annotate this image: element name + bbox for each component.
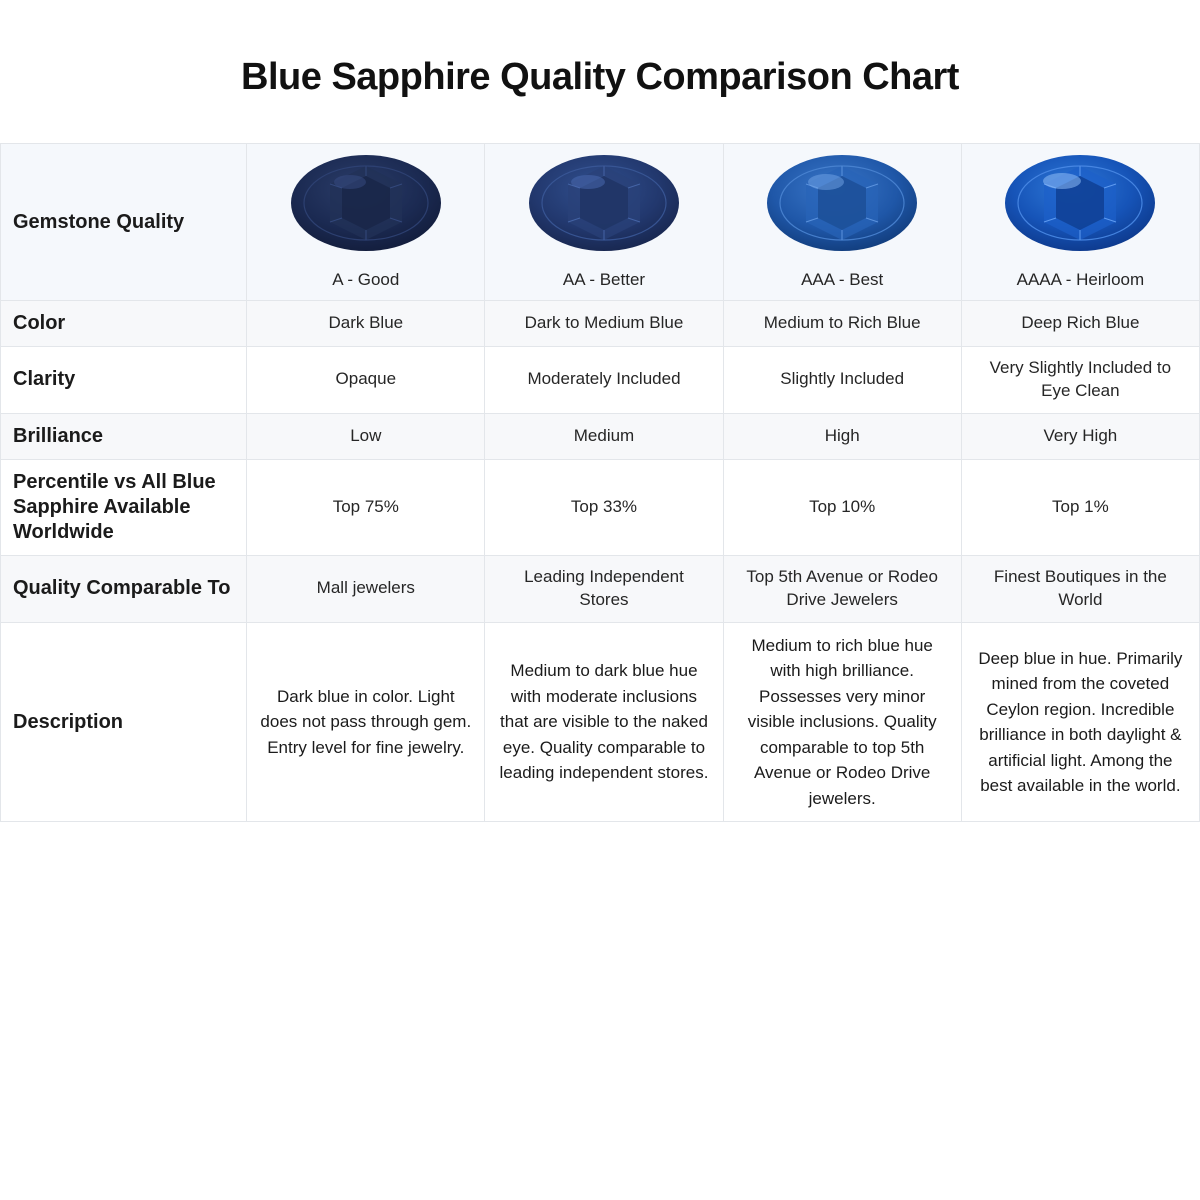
cell-description-aa: Medium to dark blue hue with moderate inclusions that are visible to the naked eye. Quality comparable to leading independent stores.: [485, 622, 723, 822]
column-header-a: A - Good: [332, 270, 400, 289]
cell-comparable-aaa: Top 5th Avenue or Rodeo Drive Jewelers: [723, 555, 961, 622]
cell-description-aaaa: Deep blue in hue. Primarily mined from the coveted Ceylon region. Incredible brilliance in both daylight & artificial light. Among the best available in the world.: [961, 622, 1199, 822]
table-row-color: [1, 301, 1200, 347]
column-header-aaa: AAA - Best: [801, 270, 884, 289]
cell-clarity-aaaa: Very Slightly Included to Eye Clean: [961, 347, 1199, 414]
cell-color-a: Dark Blue: [247, 301, 485, 347]
table-row-comparable: [1, 555, 1200, 622]
cell-description-a: Dark blue in color. Light does not pass through gem. Entry level for fine jewelry.: [247, 622, 485, 822]
sapphire-gem-icon: [290, 154, 442, 252]
cell-percentile-aa: Top 33%: [485, 459, 723, 555]
row-label-gemstone-quality: Gemstone Quality: [1, 144, 247, 301]
table-row-gemstone-quality: [1, 144, 1200, 301]
table-row-clarity: [1, 347, 1200, 414]
row-label-color: Color: [1, 301, 247, 347]
cell-brilliance-aaa: High: [723, 413, 961, 459]
column-header-aa: AA - Better: [562, 270, 646, 289]
row-label-comparable: Quality Comparable To: [1, 555, 247, 622]
cell-description-aaa: Medium to rich blue hue with high brilliance. Possesses very minor visible inclusions. Quality comparable to top 5th Avenue or Rodeo Drive jewelers.: [723, 622, 961, 822]
cell-clarity-aaa: Slightly Included: [723, 347, 961, 414]
cell-comparable-aaaa: Finest Boutiques in the World: [961, 555, 1199, 622]
cell-brilliance-aaaa: Very High: [961, 413, 1199, 459]
sapphire-gem-icon: [1004, 154, 1156, 252]
gem-cell-aaa: [723, 144, 961, 301]
cell-color-aa: Dark to Medium Blue: [485, 301, 723, 347]
cell-comparable-a: Mall jewelers: [247, 555, 485, 622]
gem-cell-a: [247, 144, 485, 301]
cell-brilliance-a: Low: [247, 413, 485, 459]
column-header-aaaa: AAAA - Heirloom: [1016, 270, 1145, 289]
table-row-description: [1, 622, 1200, 822]
cell-percentile-a: Top 75%: [247, 459, 485, 555]
cell-brilliance-aa: Medium: [485, 413, 723, 459]
table-row-percentile: [1, 459, 1200, 555]
sapphire-gem-icon: [766, 154, 918, 252]
gem-cell-aaaa: [961, 144, 1199, 301]
cell-percentile-aaaa: Top 1%: [961, 459, 1199, 555]
row-label-brilliance: Brilliance: [1, 413, 247, 459]
cell-percentile-aaa: Top 10%: [723, 459, 961, 555]
cell-clarity-a: Opaque: [247, 347, 485, 414]
cell-color-aaa: Medium to Rich Blue: [723, 301, 961, 347]
row-label-percentile: Percentile vs All Blue Sapphire Available Worldwide: [1, 459, 247, 555]
row-label-description: Description: [1, 622, 247, 822]
cell-clarity-aa: Moderately Included: [485, 347, 723, 414]
row-label-clarity: Clarity: [1, 347, 247, 414]
sapphire-gem-icon: [528, 154, 680, 252]
quality-comparison-table: [0, 143, 1200, 822]
gem-cell-aa: [485, 144, 723, 301]
table-row-brilliance: [1, 413, 1200, 459]
cell-comparable-aa: Leading Independent Stores: [485, 555, 723, 622]
page-title: Blue Sapphire Quality Comparison Chart: [241, 56, 959, 98]
cell-color-aaaa: Deep Rich Blue: [961, 301, 1199, 347]
